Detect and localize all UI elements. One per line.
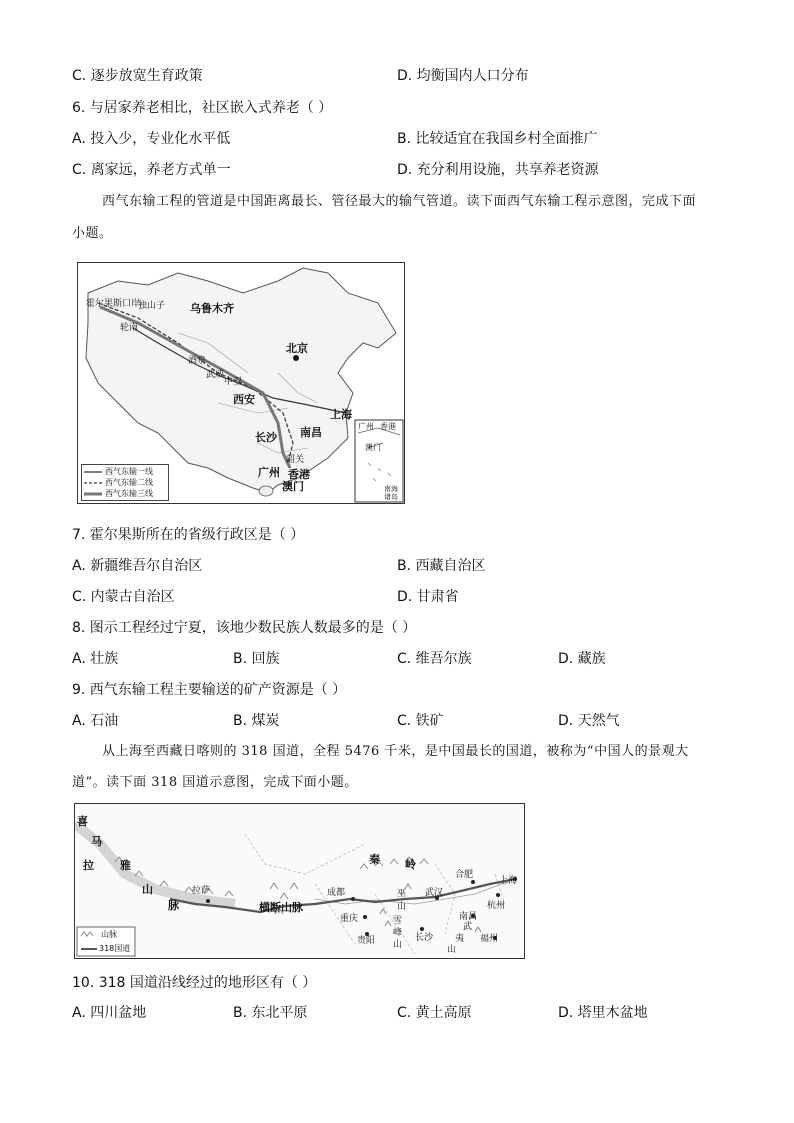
- map2-legend-mountains: 山脉: [101, 930, 117, 939]
- national-highway-318-map: [74, 803, 525, 959]
- map2-label-wushan: 山: [397, 902, 407, 912]
- q10-option-d[interactable]: D. 塔里木盆地: [558, 1005, 648, 1021]
- map2-label-fuzhou: 福州: [480, 934, 499, 944]
- map2-label-fshan: 山: [393, 940, 403, 950]
- map2-label-wuhan: 武汉: [425, 888, 444, 898]
- q6-option-d[interactable]: D. 充分利用设施，共享养老资源: [397, 162, 599, 178]
- q9-option-a[interactable]: A. 石油: [72, 713, 119, 729]
- inset-label-xianggang: 香港: [380, 422, 396, 431]
- q6-stem: 6. 与居家养老相比，社区嵌入式养老（ ）: [72, 100, 333, 116]
- map1-label-zhongwei: 中卫: [224, 377, 243, 387]
- map1-label-changsha: 长沙: [255, 431, 277, 444]
- intro-paragraph-2-line-2: 道”。读下面 318 国道示意图，完成下面小题。: [72, 775, 358, 790]
- map1-label-beijing: 北京: [286, 342, 308, 355]
- map1-label-huoerguosi: 霍尔果斯口岸: [86, 299, 141, 309]
- map1-label-wuwei: 武威: [206, 370, 225, 380]
- map1-label-jiuquan: 酒泉: [188, 356, 207, 366]
- map2-label-mai: 脉: [168, 899, 179, 912]
- map2-label-wuyi-1: 武: [463, 922, 473, 932]
- map2-label-hangzhou: 杭州: [487, 901, 506, 911]
- q9-option-c[interactable]: C. 铁矿: [397, 713, 444, 729]
- map2-label-xue: 雪: [393, 916, 403, 926]
- map2-label-nanchang: 南昌: [459, 912, 478, 922]
- legend-item-line-3: 西气东输三线: [105, 488, 153, 498]
- q10-option-a[interactable]: A. 四川盆地: [72, 1005, 147, 1021]
- map2-label-shanghai: 上海: [499, 876, 518, 886]
- q7-option-a[interactable]: A. 新疆维吾尔自治区: [72, 558, 203, 574]
- map2-label-ling: 岭: [405, 858, 416, 871]
- q8-option-c[interactable]: C. 维吾尔族: [397, 651, 472, 667]
- map2-label-lasa: 拉萨: [192, 886, 211, 896]
- west-east-gas-pipeline-map: [77, 262, 405, 504]
- map1-label-shanghai: 上海: [330, 408, 352, 421]
- intro-paragraph-1-line-2: 小题。: [72, 226, 113, 241]
- inset-label-aomen: 澳门: [365, 443, 381, 452]
- q10-option-b[interactable]: B. 东北平原: [233, 1005, 308, 1021]
- q9-stem: 9. 西气东输工程主要输送的矿产资源是（ ）: [72, 682, 347, 698]
- map2-label-changsha: 长沙: [415, 933, 434, 943]
- map1-label-xian: 西安: [233, 393, 255, 406]
- q7-stem: 7. 霍尔果斯所在的省级行政区是（ ）: [72, 527, 305, 543]
- q6-option-a[interactable]: A. 投入少，专业化水平低: [72, 131, 231, 147]
- map2-label-la: 拉: [83, 859, 94, 872]
- map2-label-feng: 峰: [393, 928, 403, 938]
- map2-label-chongqing: 重庆: [340, 914, 359, 924]
- q7-option-c[interactable]: C. 内蒙古自治区: [72, 589, 175, 605]
- q8-option-b[interactable]: B. 回族: [233, 651, 280, 667]
- map1-label-nanchang: 南昌: [300, 426, 322, 439]
- map2-legend-highway: 318国道: [99, 944, 131, 953]
- map2-label-ma: 马: [91, 835, 102, 848]
- q6-option-b[interactable]: B. 比较适宜在我国乡村全面推广: [397, 131, 598, 147]
- inset-label-nanhai: 南海诸岛: [384, 485, 398, 501]
- q9-option-b[interactable]: B. 煤炭: [233, 713, 280, 729]
- q5-option-c[interactable]: C. 逐步放宽生育政策: [72, 68, 203, 84]
- q8-option-d[interactable]: D. 藏族: [558, 651, 606, 667]
- map2-label-xi: 喜: [77, 815, 88, 828]
- map2-label-shan: 山: [142, 883, 153, 896]
- map1-label-shaoguan: 韶关: [286, 455, 305, 465]
- inset-label-guangzhou: 广州: [358, 422, 374, 431]
- q5-option-d[interactable]: D. 均衡国内人口分布: [397, 68, 529, 84]
- map2-label-ya: 雅: [120, 859, 131, 872]
- legend-item-line-2: 西气东输二线: [105, 477, 153, 487]
- legend-item-line-1: 西气东输一线: [105, 466, 153, 476]
- map1-label-xianggang: 香港: [288, 468, 310, 481]
- q9-option-d[interactable]: D. 天然气: [558, 713, 620, 729]
- intro-paragraph-2-line-1: 从上海至西藏日喀则的 318 国道，全程 5476 千米，是中国最长的国道，被称为“中国人的景观大: [102, 744, 689, 759]
- map2-label-chengdu: 成都: [327, 888, 346, 898]
- q7-option-d[interactable]: D. 甘肃省: [397, 589, 459, 605]
- q10-option-c[interactable]: C. 黄土高原: [397, 1005, 472, 1021]
- map1-label-guangzhou: 广州: [258, 466, 280, 479]
- q6-option-c[interactable]: C. 离家远，养老方式单一: [72, 162, 231, 178]
- q10-stem: 10. 318 国道沿线经过的地形区有（ ）: [72, 975, 317, 991]
- map2-label-wu: 巫: [397, 889, 407, 899]
- q7-option-b[interactable]: B. 西藏自治区: [397, 558, 486, 574]
- q8-option-a[interactable]: A. 壮族: [72, 651, 119, 667]
- map1-label-wulumuqi: 乌鲁木齐: [190, 302, 234, 315]
- map1-label-dushanzi: 独山子: [138, 301, 166, 311]
- map2-label-hefei: 合肥: [455, 870, 474, 880]
- intro-paragraph-1-line-1: 西气东输工程的管道是中国距离最长、管径最大的输气管道。读下面西气东输工程示意图，完成下面: [102, 194, 697, 209]
- map1-legend: [81, 464, 169, 501]
- map2-label-qin: 秦: [369, 853, 380, 866]
- map1-label-aomen: 澳门: [282, 480, 304, 493]
- map1-label-lunnan: 轮南: [120, 323, 139, 333]
- map2-label-guiyang: 贵阳: [357, 936, 376, 946]
- map2-label-wuyi-2: 夷: [455, 934, 465, 944]
- q8-stem: 8. 图示工程经过宁夏，该地少数民族人数最多的是（ ）: [72, 620, 417, 636]
- beijing-marker: [293, 355, 299, 361]
- map2-label-hengduan: 横断山脉: [259, 901, 303, 914]
- map2-label-wuyi-3: 山: [447, 945, 457, 955]
